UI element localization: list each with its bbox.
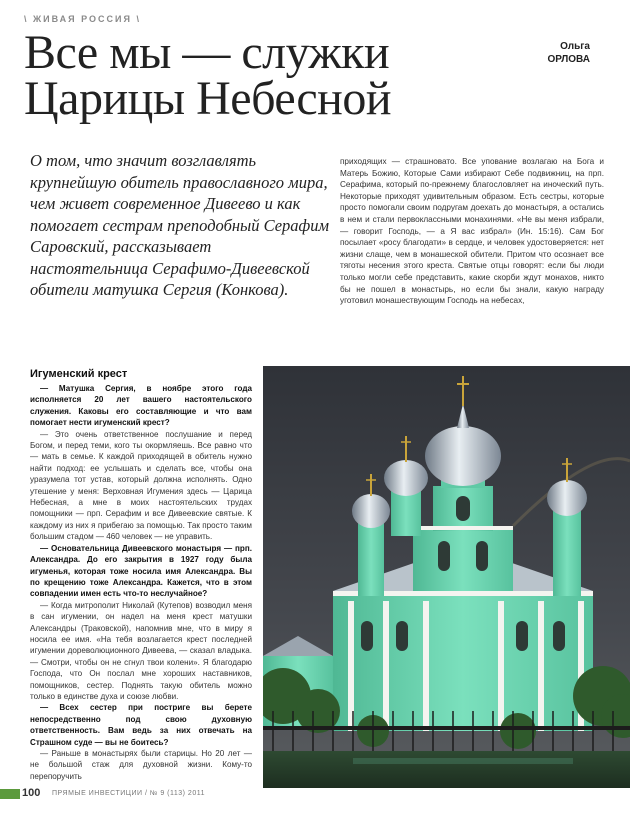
paragraph-answer: — Когда митрополит Николай (Кутепов) возводил меня в сан игумении, он надел на меня крест матушки Александры (Траковской), напомнив мне, что в миру я носила ее имя. «На тебя возлагается крест последней игумении дореволюционного Дивеева, — сказал владыка. — Смотри, чтобы он не сгнул твои колени». Я благодарю Господа, что Он послал мне хороших наставников, помощников, сестер. Поднять такую обитель можно только в единстве духа и союзе любви. xyxy=(30,600,252,701)
author-first-name: Ольга xyxy=(560,41,590,52)
title-line-1: Все мы — служки xyxy=(24,26,390,79)
page-marker xyxy=(0,789,20,799)
paragraph-question: — Всех сестер при постриге вы берете непосредственно под свою духовную ответственность. Вам ведь за них отвечать на Страшном суде — вы не боитесь? xyxy=(30,703,252,747)
cathedral-photo xyxy=(263,366,630,788)
article-title xyxy=(24,26,464,125)
page-number: 100 xyxy=(22,787,41,799)
paragraph-question: — Основательница Дивеевского монастыря — прп. Александра. До его закрытия в 1927 году была игуменья, которая тоже носила имя Александра. Вы по крещению тоже Александра. Кажется, что в этом совпадении имен есть что-то неслучайное? xyxy=(30,543,252,599)
left-column xyxy=(30,368,252,782)
paragraph-answer: — Раньше в монастырях были старицы. Но 20 лет — не большой стаж для духовной жизни. Кому-то перепоручить xyxy=(30,749,252,781)
rubric: \ ЖИВАЯ РОССИЯ \ xyxy=(24,14,141,24)
lead-paragraph: О том, что значит возглавлять крупнейшую обитель православного мира, чем живет современное Дивеево и как помогает сестрам преподобный Серафим Саровский, рассказывает настоятельница Серафимо-Дивеевской обители матушка Сергия (Конкова). xyxy=(30,151,330,299)
top-right-column: приходящих — страшновато. Все упование возлагаю на Бога и Матерь Божию, Которые Сами избирают Себе подвижниц, на прп. Серафима, который по-прежнему благословляет на иноческий путь. Некоторые приходят удивительным образом. Есть сестры, которые просто помогали своим подругам доехать до монастыря, а остались в нем и стали первоклассными монахинями. «Не вы меня избрали, — говорит Господь, — а Я вас избрал» (Ин. 15:16). Сам Бог посылает «росу благодати» в сердце, и человек удостоверяется: нет жизни слаще, чем в монашеской обители. Притом что осознает все тяготы несения этого креста. Святые отцы говорят: если бы люди только могли себе представить, какие скорби ждут монахов, никто бы не пошел в монастырь, но если бы знали, какую награду уготовил монашествующим Господь на небесах, xyxy=(340,157,604,306)
author xyxy=(547,40,590,66)
paragraph-answer: — Это очень ответственное послушание и перед Богом, и перед теми, кого ты окормляешь. Все равно что — мать в семье. К каждой приходящей в обитель нужно найти подход: ее услышать и сделать все, чтобы она уразумела тот устав, который должна исполнять. Одно утешение у меня: Верховная Игумения здесь — Царица Небесная, а мне в моих настоятельских трудах помощники — прп. Серафим и все Дивеевские святые. К каждому из них я прибегаю за помощью. Так просто таким большим стадом — 460 человек — не управить. xyxy=(30,429,252,542)
section-heading: Игуменский крест xyxy=(30,368,128,380)
cathedral-illustration xyxy=(263,366,630,788)
author-last-name: ОРЛОВА xyxy=(547,54,590,65)
title-line-2: Царицы Небесной xyxy=(24,72,392,125)
paragraph-question: — Матушка Сергия, в ноябре этого года исполняется 20 лет вашего настоятельского служения. Каковы его составляющие и что вам помогает нести игуменский крест? xyxy=(30,384,252,428)
journal-footer: ПРЯМЫЕ ИНВЕСТИЦИИ / № 9 (113) 2011 xyxy=(52,790,205,797)
